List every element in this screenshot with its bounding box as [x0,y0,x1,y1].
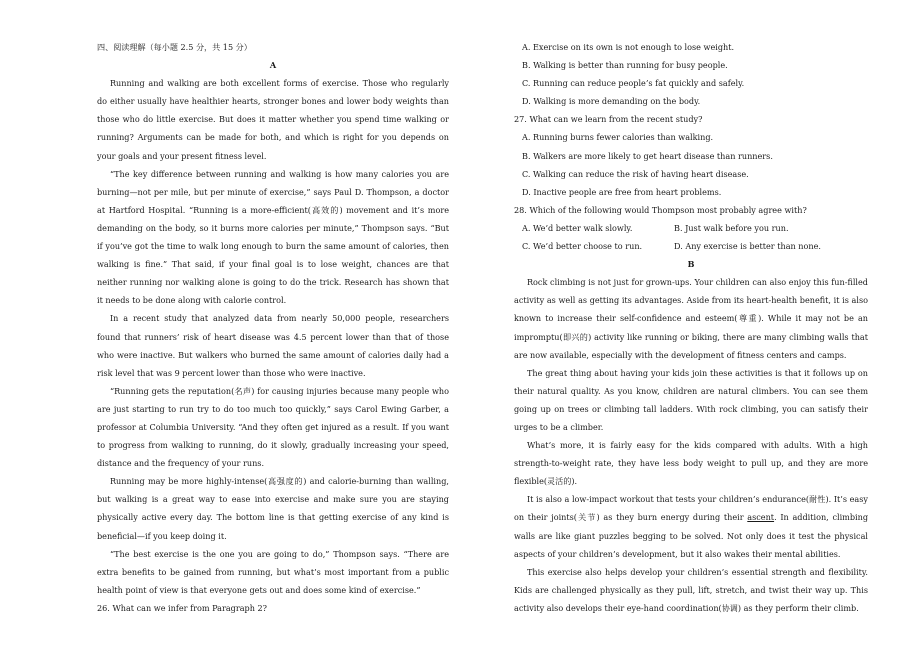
q27-option-d: D. Inactive people are free from heart problems. [522,186,722,197]
q28-option-d: D. Any exercise is better than none. [674,241,821,252]
question-28: 28. Which of the following would Thompson most probably agree with? [514,204,807,215]
passage-a-paragraph-5: Running may be more highly-intense(高强度的) and calorie-burning than walling, but walking is a great way to ease into exercise and make sure you are staying physically active every day. The bottom line is that getting exercise of any kind is beneficial—if you keep doing it. [97,476,449,541]
passage-a-label: A [269,60,277,71]
passage-b-paragraph-5: This exercise also helps develop your children’s essential strength and flexibility. Kids are challenged physically as they pull, lift, stretch, and twist their way up. This activity also develops their eye-hand coordination(协调) as they perform their climb. [514,566,868,613]
section-heading: 四、阅读理解（每小题 2.5 分，共 15 分） [97,42,252,52]
q27-option-c: C. Walking can reduce the risk of having heart disease. [522,168,749,179]
passage-b-label: B [687,259,695,270]
q26-option-b: B. Walking is better than running for busy people. [522,60,728,71]
left-column [97,38,449,617]
passage-a-paragraph-3: In a recent study that analyzed data from nearly 50,000 people, researchers found that runners’ risk of heart disease was 4.5 percent lower than that of those who were inactive. But walkers who burned the same amount of calories daily had a risk level that was 9 percent lower than those who were inactive. [97,313,449,378]
q28-option-b: B. Just walk before you run. [674,222,789,233]
q27-option-a: A. Running burns fewer calories than walking. [522,132,714,143]
p4-text-after: . In addition, climbing walls are like giant puzzles begging to be solved. Not only does it test the physical aspects of your children’s development, but it also wakes their mental abilities. [514,512,869,559]
passage-b-paragraph-1: Rock climbing is not just for grown-ups. Your children can also enjoy this fun-filled activity as well as getting its advantages. Aside from its heart-health benefit, it is also known to increase their self-confidence and esteem(尊重). While it may not be an impromptu(即兴的) activity like running or biking, there are many climbing walls that are now available, especially with the development of fitness centers and camps. [514,277,868,360]
passage-a-paragraph-2: “The key difference between running and walking is how many calories you are burning—not per mile, but per minute of exercise,” says Paul D. Thompson, a doctor at Hartford Hospital. “Running is a more-efficient(高效的) movement and it’s more demanding on the body, so it burns more calories per minute,” Thompson says. “But if you’ve got the time to walk long enough to burn the same amount of calories, then walking is fine.” That said, if your final goal is to lose weight, chances are that neither running nor walking alone is going to do the trick. Research has shown that it needs to be done along with calorie control. [97,168,449,306]
p4-text-before: It is also a low-impact workout that tests your children’s endurance(耐性). It’s easy on their joints(关节) as they burn energy during their [514,494,868,523]
underlined-word-ascent: ascent [747,512,775,523]
q28-option-c: C. We’d better choose to run. [522,241,643,252]
q26-option-a: A. Exercise on its own is not enough to lose weight. [522,42,735,52]
question-27: 27. What can we learn from the recent study? [514,114,703,125]
question-26: 26. What can we infer from Paragraph 2? [97,602,268,613]
q28-options-row-2 [514,237,868,255]
right-column [514,38,868,617]
q28-options-row-1 [514,219,868,237]
passage-b-paragraph-2: The great thing about having your kids join these activities is that it follows up on their natural quality. As you know, children are natural climbers. You can see them going up on trees or climbing tall ladders. With rock climbing, you can satisfy their urges to be a climber. [514,367,868,432]
passage-a-paragraph-4: “Running gets the reputation(名声) for causing injuries because many people who are just starting to run try to do too much too quickly,” says Carol Ewing Garber, a professor at Columbia University. “And they often get injured as a result. If you want to progress from walking to running, do it slowly, gradually increasing your speed, distance and the frequency of your runs. [97,385,449,469]
q26-option-d: D. Walking is more demanding on the body. [522,96,701,107]
passage-b-paragraph-4 [514,490,868,562]
q26-option-c: C. Running can reduce people’s fat quickly and safely. [522,78,745,89]
q28-option-a: A. We’d better walk slowly. [522,222,633,233]
passage-b-paragraph-3: What’s more, it is fairly easy for the kids compared with adults. With a high strength-to-weight rate, they have less body weight to pull up, and they are more flexible(灵活的). [514,440,868,487]
passage-a-paragraph-1: Running and walking are both excellent forms of exercise. Those who regularly do either usually have healthier hearts, stronger bones and lower body weights than those who do little exercise. But does it matter whether you spend time walking or running? Arguments can be made for both, and which is right for you depends on your goals and your present fitness level. [97,78,449,161]
q27-option-b: B. Walkers are more likely to get heart disease than runners. [522,150,773,161]
passage-a-paragraph-6: “The best exercise is the one you are going to do,” Thompson says. “There are extra benefits to be gained from running, but what’s most important from a public health point of view is that everyone gets out and does some kind of exercise.” [97,548,449,595]
